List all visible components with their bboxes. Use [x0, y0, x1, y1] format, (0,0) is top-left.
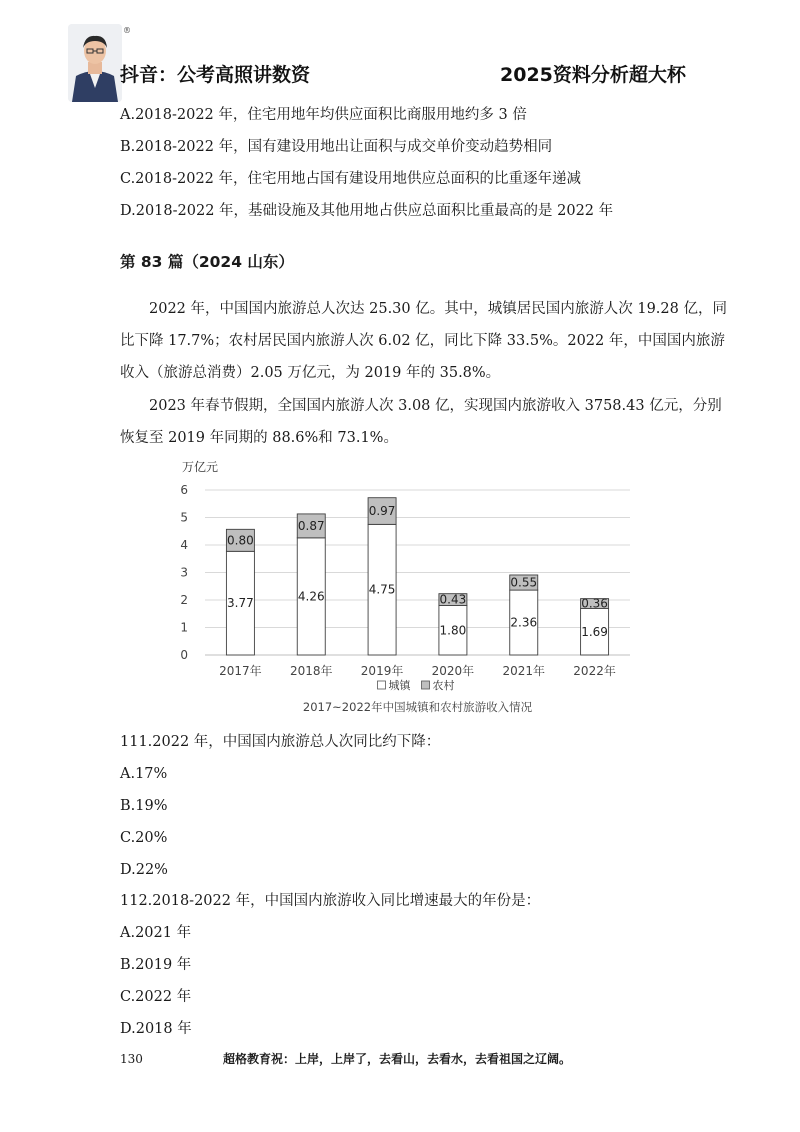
legend-label-urban: 城镇	[388, 679, 411, 692]
question-111-option-c[interactable]: C.20%	[120, 830, 168, 846]
tourism-income-chart	[160, 455, 640, 725]
material-paragraph-1	[120, 293, 727, 389]
y-tick-label: 2	[180, 593, 188, 607]
bar-label-urban: 4.26	[297, 589, 325, 604]
material-p1-line2: 比下降 17.7%；农村居民国内旅游人次 6.02 亿，同比下降 33.5%。2022 年，中国国内旅游	[120, 333, 725, 349]
registered-badge: ®	[123, 26, 131, 35]
question-111-option-a[interactable]: A.17%	[120, 766, 168, 782]
question-112-option-b[interactable]: B.2019 年	[120, 957, 192, 973]
y-gridlines	[205, 490, 630, 655]
header-left-title: 抖音：公考高照讲数资	[120, 64, 311, 86]
material-p1-line3: 收入（旅游总消费）2.05 万亿元，为 2019 年的 35.8%。	[120, 365, 501, 381]
y-tick-label: 3	[180, 565, 188, 580]
question-111-option-b[interactable]: B.19%	[120, 798, 168, 814]
prev-option-a: A.2018-2022 年，住宅用地年均供应面积比商服用地约多 3 倍	[120, 107, 527, 123]
y-axis-ticks	[180, 483, 188, 662]
x-axis-ticks	[219, 663, 616, 678]
legend-swatch-urban	[378, 681, 386, 689]
x-tick-label: 2019年	[360, 664, 404, 678]
prev-option-d: D.2018-2022 年，基础设施及其他用地占供应总面积比重最高的是 2022 年	[120, 203, 614, 219]
y-tick-label: 1	[180, 620, 188, 635]
bar-label-rural: 0.43	[439, 592, 467, 607]
author-avatar	[68, 24, 122, 102]
bar-label-urban: 4.75	[368, 582, 396, 597]
x-tick-label: 2017年	[219, 664, 262, 678]
question-111-option-d[interactable]: D.22%	[120, 862, 168, 878]
material-p2-line1: 2023 年春节假期，全国国内旅游人次 3.08 亿，实现国内旅游收入 3758.43 亿元，分别	[149, 398, 722, 414]
author-photo-icon	[68, 24, 122, 102]
bar-label-urban: 2.36	[510, 615, 538, 630]
section-title: 第 83 篇（2024 山东）	[120, 253, 294, 271]
x-tick-label: 2020年	[431, 664, 475, 678]
bar-label-rural: 0.87	[297, 518, 325, 533]
bar-label-rural: 0.55	[510, 575, 538, 590]
chart-legend	[378, 678, 455, 692]
bar-label-rural: 0.80	[227, 533, 254, 548]
footer-motto: 超格教育祝：上岸，上岸了，去看山，去看水，去看祖国之辽阔。	[223, 1052, 572, 1066]
bar-label-urban: 1.80	[439, 623, 467, 638]
prev-option-c: C.2018-2022 年，住宅用地占国有建设用地供应总面积的比重逐年递减	[120, 171, 581, 187]
material-p2-line2: 恢复至 2019 年同期的 88.6%和 73.1%。	[120, 430, 398, 446]
question-112-option-a[interactable]: A.2021 年	[120, 925, 192, 941]
bar-label-rural: 0.97	[368, 504, 396, 519]
question-112-option-d[interactable]: D.2018 年	[120, 1021, 192, 1037]
x-tick-label: 2021年	[502, 664, 546, 678]
bar-group	[226, 498, 608, 655]
question-111-stem: 111.2022 年，中国国内旅游总人次同比约下降：	[120, 734, 441, 750]
bar-label-urban: 1.69	[581, 624, 608, 639]
y-tick-label: 5	[180, 510, 188, 525]
legend-label-rural: 农村	[432, 679, 455, 692]
page-number: 130	[120, 1052, 143, 1066]
x-tick-label: 2018年	[289, 664, 333, 678]
material-p1-line1: 2022 年，中国国内旅游总人次达 25.30 亿。其中，城镇居民国内旅游人次 19.28 亿，同	[149, 301, 727, 317]
bar-label-urban: 3.77	[227, 596, 254, 611]
x-tick-label: 2022年	[573, 664, 616, 678]
y-tick-label: 6	[180, 483, 188, 497]
y-axis-unit-label: 万亿元	[182, 460, 219, 474]
question-112-stem: 112.2018-2022 年，中国国内旅游收入同比增速最大的年份是：	[120, 893, 541, 909]
legend-swatch-rural	[422, 681, 430, 689]
y-tick-label: 4	[180, 538, 188, 552]
question-112-option-c[interactable]: C.2022 年	[120, 989, 192, 1005]
material-paragraph-2	[120, 390, 722, 454]
chart-title: 2017~2022年中国城镇和农村旅游收入情况	[302, 700, 533, 714]
y-tick-label: 0	[180, 648, 188, 662]
prev-option-b: B.2018-2022 年，国有建设用地出让面积与成交单价变动趋势相同	[120, 139, 553, 155]
bar-label-rural: 0.36	[581, 596, 608, 611]
header-right-title: 2025资料分析超大杯	[500, 64, 686, 86]
